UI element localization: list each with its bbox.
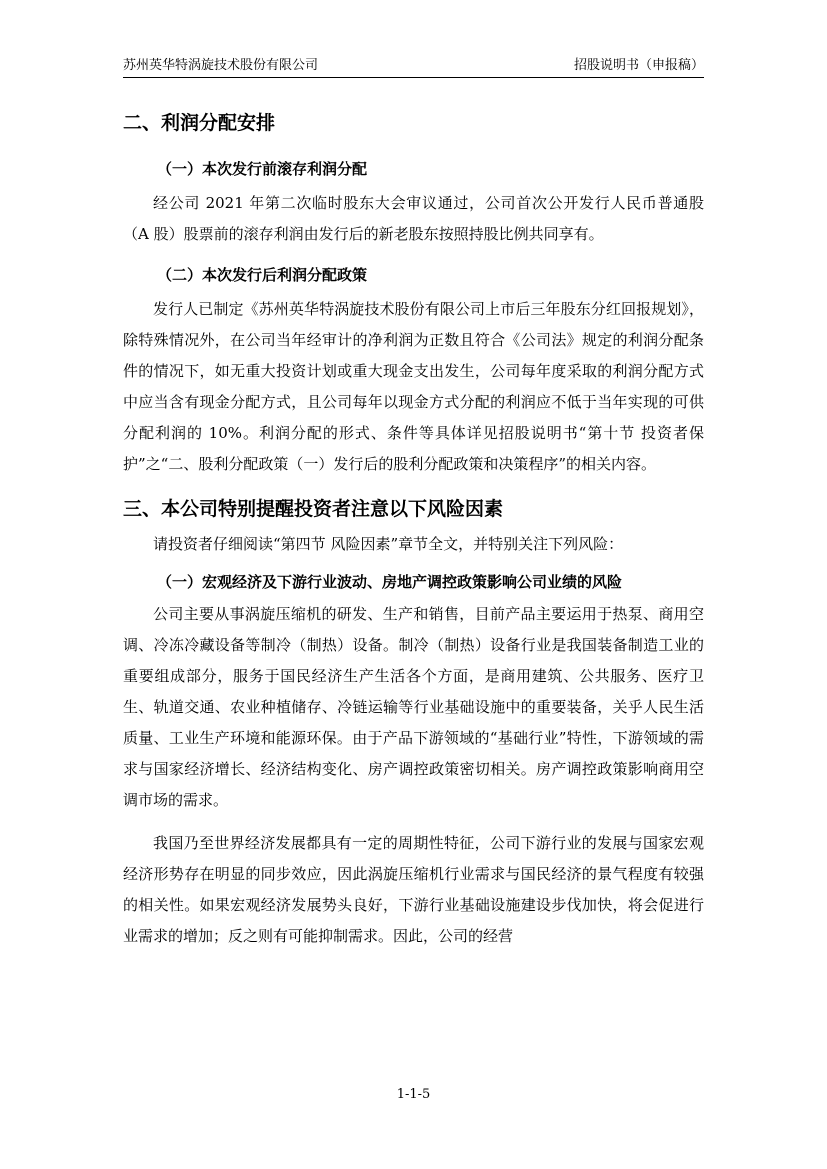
section3-sub1-paragraph-2: 我国乃至世界经济发展都具有一定的周期性特征，公司下游行业的发展与国家宏观经济形势存在明显的同步效应，因此涡旋压缩机行业需求与国民经济的景气程度有较强的相关性。如果宏观经济发展势头良好，下游行业基础设施建设步伐加快，将会促进行业需求的增加；反之则有可能抑制需求。因此，公司的经营 xyxy=(123,834,704,945)
section3-intro: 请投资者仔细阅读“第四节 风险因素”章节全文，并特别关注下列风险： xyxy=(153,535,624,553)
section3-title: 三、本公司特别提醒投资者注意以下风险因素 xyxy=(123,498,504,520)
section2-title: 二、利润分配安排 xyxy=(123,112,276,134)
section3-sub1-paragraph-1: 公司主要从事涡旋压缩机的研发、生产和销售，目前产品主要运用于热泵、商用空调、冷冻冷藏设备等制冷（制热）设备。制冷（制热）设备行业是我国装备制造工业的重要组成部分，服务于国民经济生产生活各个方面，是商用建筑、公共服务、医疗卫生、轨道交通、农业种植储存、冷链运输等行业基础设施中的重要装备，关乎人民生活质量、工业生产环境和能源环保。由于产品下游领域的“基础行业”特性，下游领域的需求与国家经济增长、经济结构变化、房产调控政策密切相关。房产调控政策影响商用空调市场的需求。 xyxy=(123,605,704,809)
page-number: 1-1-5 xyxy=(396,1087,431,1102)
section2-sub1-paragraph: 经公司 2021 年第二次临时股东大会审议通过，公司首次公开发行人民币普通股（A 股）股票前的滚存利润由发行后的新老股东按照持股比例共同享有。 xyxy=(123,194,704,243)
page-header xyxy=(123,57,704,78)
header-company: 苏州英华特涡旋技术股份有限公司 xyxy=(123,58,319,73)
section2-sub2-paragraph: 发行人已制定《苏州英华特涡旋技术股份有限公司上市后三年股东分红回报规划》，除特殊情况外，在公司当年经审计的净利润为正数且符合《公司法》规定的利润分配条件的情况下，如无重大投资计划或重大现金支出发生，公司每年度采取的利润分配方式中应当含有现金分配方式，且公司每年以现金方式分配的利润应不低于当年实现的可供分配利润的 10%。利润分配的形式、条件等具体详见招股说明书“第十节 投资者保护”之“二、股利分配政策（一）发行后的股利分配政策和决策程序”的相关内容。 xyxy=(123,300,704,473)
page-content xyxy=(123,100,704,952)
section2-sub2-title: （二）本次发行后利润分配政策 xyxy=(157,266,368,284)
section2-sub1-title: （一）本次发行前滚存利润分配 xyxy=(157,160,368,178)
header-doc-type: 招股说明书（申报稿） xyxy=(573,58,704,73)
section3-sub1-title: （一）宏观经济及下游行业波动、房地产调控政策影响公司业绩的风险 xyxy=(157,573,623,591)
